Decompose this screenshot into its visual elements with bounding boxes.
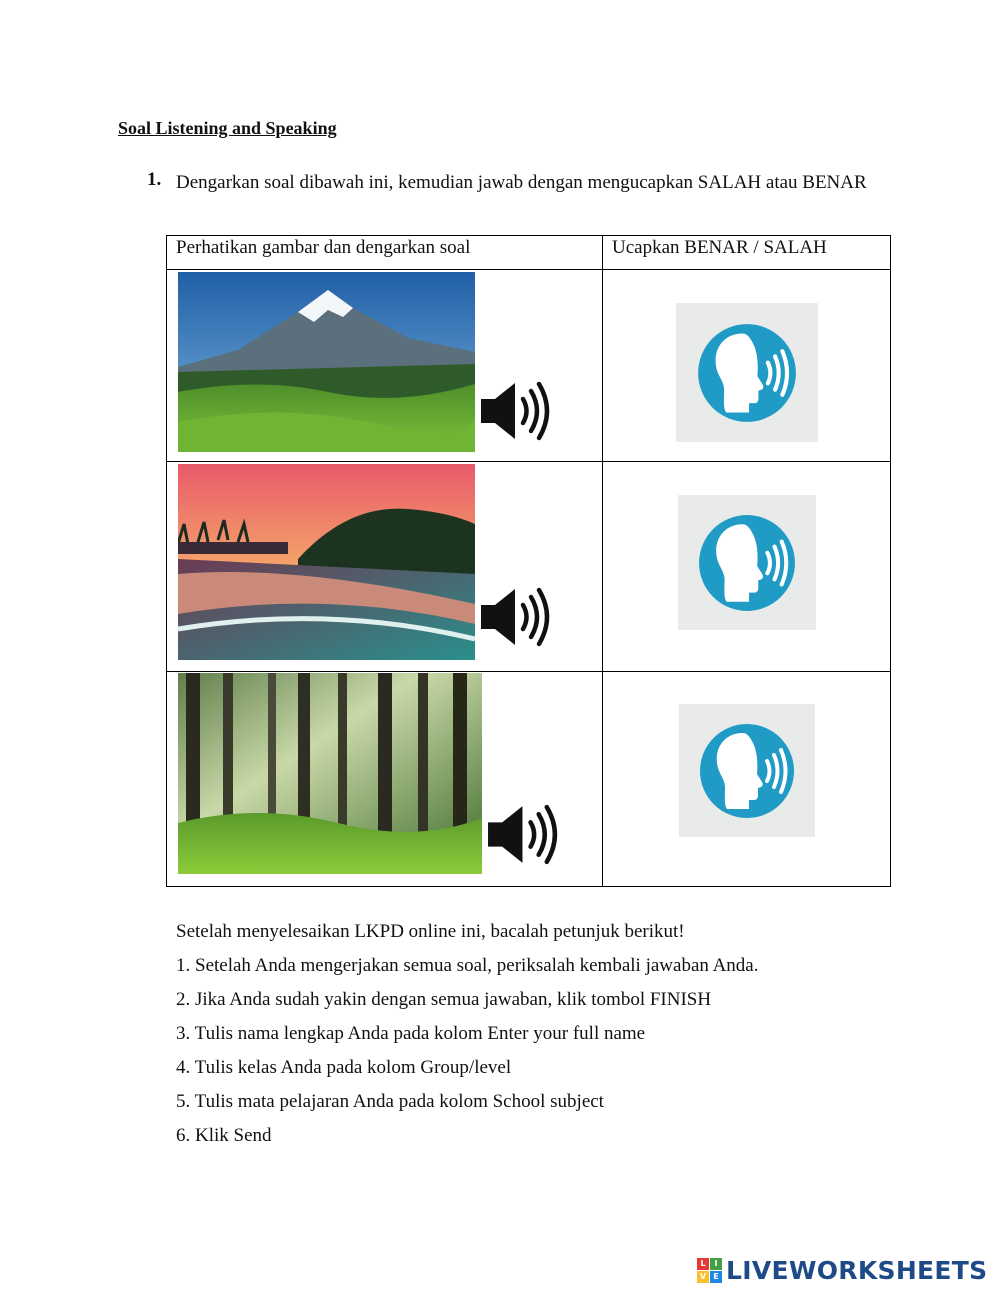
- speak-answer-button[interactable]: [676, 303, 818, 442]
- question-text: Dengarkan soal dibawah ini, kemudian jawab dengan mengucapkan SALAH atau BENAR: [176, 172, 867, 193]
- speaker-icon[interactable]: [479, 380, 555, 442]
- liveworksheets-logo: [697, 1255, 987, 1285]
- forest-photo: [178, 673, 482, 874]
- speaker-icon[interactable]: [486, 803, 563, 866]
- instruction-step: 2. Jika Anda sudah yakin dengan semua jawaban, klik tombol FINISH: [176, 989, 712, 1010]
- instruction-step: 4. Tulis kelas Anda pada kolom Group/level: [176, 1057, 512, 1078]
- table-header-images: Perhatikan gambar dan dengarkan soal: [167, 236, 603, 270]
- worksheet-title: Soal Listening and Speaking: [118, 118, 337, 138]
- logo-cubes-icon: L I V E: [697, 1258, 722, 1283]
- speak-icon: [695, 321, 799, 425]
- table-header-answer: Ucapkan BENAR / SALAH: [603, 236, 891, 270]
- table-row: [167, 462, 891, 672]
- logo-text: LIVEWORKSHEETS: [726, 1255, 988, 1285]
- question-number: 1.: [147, 169, 162, 190]
- table-row: [167, 270, 891, 462]
- instructions-intro: Setelah menyelesaikan LKPD online ini, bacalah petunjuk berikut!: [176, 921, 685, 942]
- speaker-icon[interactable]: [479, 586, 555, 648]
- speak-answer-button[interactable]: [679, 704, 815, 837]
- instruction-step: 6. Klik Send: [176, 1125, 272, 1146]
- instruction-step: 3. Tulis nama lengkap Anda pada kolom Enter your full name: [176, 1023, 646, 1044]
- instruction-step: 5. Tulis mata pelajaran Anda pada kolom School subject: [176, 1091, 604, 1112]
- beach-sunset-photo: [178, 464, 475, 660]
- speak-icon: [697, 721, 797, 821]
- table-row: [167, 672, 891, 887]
- question-table: [166, 235, 891, 887]
- speak-answer-button[interactable]: [678, 495, 816, 630]
- instructions: [176, 915, 758, 1153]
- instruction-step: 1. Setelah Anda mengerjakan semua soal, periksalah kembali jawaban Anda.: [176, 955, 759, 976]
- speak-icon: [696, 512, 798, 614]
- mountain-photo: [178, 272, 475, 452]
